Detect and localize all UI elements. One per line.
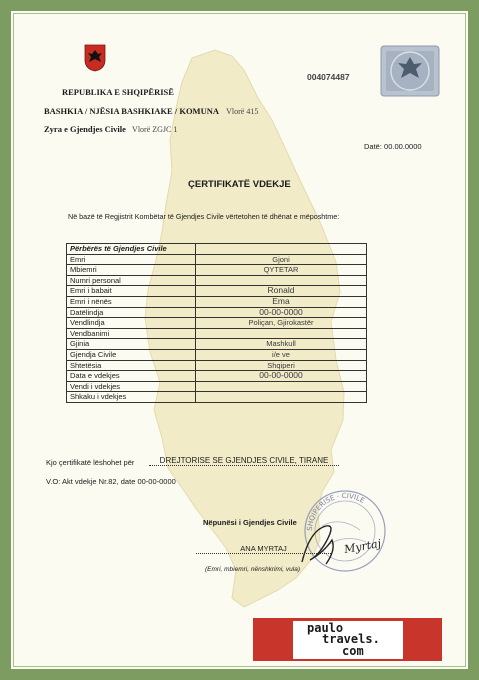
stamp-text: SHQIPERISE · CIVILE (305, 491, 366, 532)
office-line (44, 124, 177, 134)
table-row (67, 360, 367, 371)
act-reference: V.O: Akt vdekje Nr.82, date 00-00-0000 (46, 477, 176, 486)
row-label: Gjendja Civile (67, 349, 196, 360)
intro-text: Në bazë të Regjistrit Kombëtar të Gjendjes Civile vërtetohen të dhënat e mëposhtme: (68, 212, 340, 221)
table-row (67, 392, 367, 403)
banner-word-1: paulo (307, 621, 344, 635)
table-row (67, 275, 367, 286)
issued-label: Kjo çertifikatë lëshohet për (46, 458, 135, 467)
row-label: Shtetësia (67, 360, 196, 371)
row-value: QYTETAR (196, 265, 367, 276)
row-value: 00-00-0000 (196, 371, 367, 382)
office-value: Vlorë ZGJC 1 (132, 125, 178, 134)
table-row (67, 381, 367, 392)
row-label: Vendbanimi (67, 328, 196, 339)
row-value (196, 381, 367, 392)
row-value: Mashkull (196, 339, 367, 350)
row-label: Emri (67, 254, 196, 265)
row-value: Gjoni (196, 254, 367, 265)
banner-word-3: com (342, 644, 364, 658)
row-value: Poliçan, Gjirokastër (196, 318, 367, 329)
row-value: Ronald (196, 286, 367, 297)
banner-word-2: travels. (322, 632, 380, 646)
row-value: i/e ve (196, 349, 367, 360)
hologram-seal (380, 45, 440, 97)
municipality-label: BASHKIA / NJËSIA BASHKIAKE / KOMUNA (44, 106, 219, 116)
office-label: Zyra e Gjendjes Civile (44, 124, 126, 134)
certificate-title: ÇERTIFIKATË VDEKJE (188, 179, 291, 190)
row-value (196, 328, 367, 339)
table-row (67, 339, 367, 350)
signature-handwriting: Myrtaj (343, 536, 382, 557)
table-row (67, 349, 367, 360)
row-label: Data e vdekjes (67, 371, 196, 382)
civil-status-table (66, 243, 367, 403)
signatory-name: ANA MYRTAJ (196, 544, 331, 554)
row-value: Shqiperi (196, 360, 367, 371)
table-row (67, 265, 367, 276)
date-label: Datë: (364, 142, 382, 151)
serial-number: 004074487 (307, 72, 350, 82)
signatory-title: Nëpunësi i Gjendjes Civile (203, 518, 297, 527)
table-header-cell: Përbërës të Gjendjes Civile (67, 244, 196, 255)
table-header-empty (196, 244, 367, 255)
date-line (364, 142, 422, 151)
row-label: Mbiemri (67, 265, 196, 276)
issued-value: DREJTORISE SE GJENDJES CIVILE, TIRANE (149, 456, 339, 466)
municipality-line (44, 106, 258, 116)
table-row (67, 296, 367, 307)
row-label: Emri i nënës (67, 296, 196, 307)
coat-of-arms-emblem (84, 44, 106, 72)
row-label: Numri personal (67, 275, 196, 286)
table-header-row (67, 244, 367, 255)
table-row (67, 254, 367, 265)
row-label: Datëlindja (67, 307, 196, 318)
row-value: Ema (196, 296, 367, 307)
table-row (67, 318, 367, 329)
row-value (196, 392, 367, 403)
row-label: Gjinia (67, 339, 196, 350)
row-label: Vendi i vdekjes (67, 381, 196, 392)
row-label: Vendlindja (67, 318, 196, 329)
row-label: Shkaku i vdekjes (67, 392, 196, 403)
row-value (196, 275, 367, 286)
table-row (67, 286, 367, 297)
row-label: Emri i babait (67, 286, 196, 297)
country-name: REPUBLIKA E SHQIPËRISË (62, 87, 174, 97)
row-value: 00-00-0000 (196, 307, 367, 318)
municipality-value: Vlorë 415 (226, 107, 259, 116)
table-row (67, 307, 367, 318)
table-row (67, 371, 367, 382)
date-value: 00.00.0000 (384, 142, 422, 151)
table-row (67, 328, 367, 339)
signature-caption: (Emri, mbiemri, nënshkrimi, vula) (205, 566, 300, 573)
